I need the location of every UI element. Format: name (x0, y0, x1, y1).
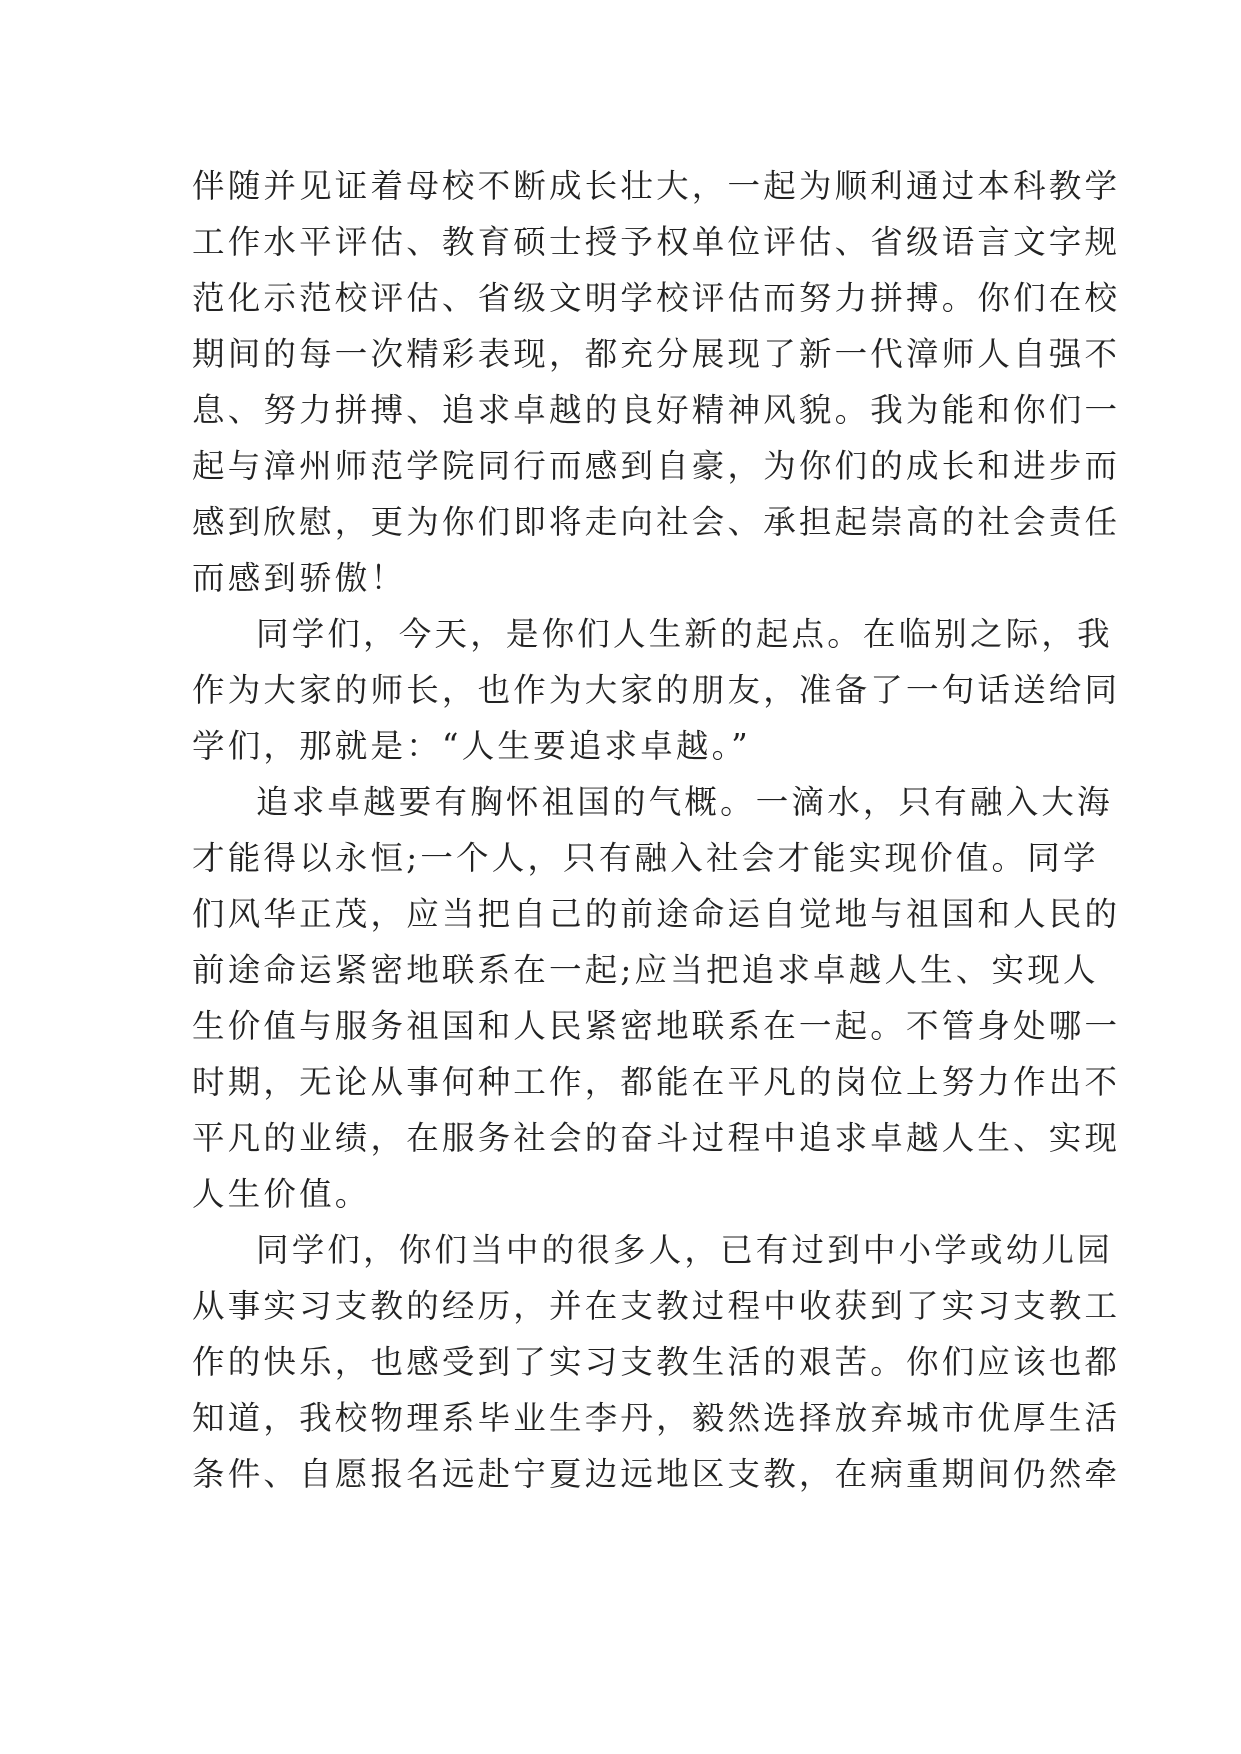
text-line: 作为大家的师长，也作为大家的朋友，准备了一句话送给同 (192, 671, 1121, 709)
text-line: 知道，我校物理系毕业生李丹，毅然选择放弃城市优厚生活 (192, 1399, 1121, 1437)
text-line: 息、努力拼搏、追求卓越的良好精神风貌。我为能和你们一 (192, 391, 1121, 429)
text-line: 时期，无论从事何种工作，都能在平凡的岗位上努力作出不 (192, 1063, 1121, 1101)
document-body (192, 158, 1121, 1502)
text-line: 学们，那就是：“人生要追求卓越。” (192, 727, 751, 765)
paragraph-first-line: 追求卓越要有胸怀祖国的气概。一滴水，只有融入大海 (256, 783, 1113, 821)
text-line: 期间的每一次精彩表现，都充分展现了新一代漳师人自强不 (192, 335, 1121, 373)
paragraph-first-line: 同学们，今天，是你们人生新的起点。在临别之际，我 (256, 615, 1113, 653)
text-line: 生价值与服务祖国和人民紧密地联系在一起。不管身处哪一 (192, 1007, 1121, 1045)
text-line: 起与漳州师范学院同行而感到自豪，为你们的成长和进步而 (192, 447, 1121, 485)
text-line: 而感到骄傲！ (192, 559, 407, 597)
text-line: 作的快乐，也感受到了实习支教生活的艰苦。你们应该也都 (192, 1343, 1121, 1381)
text-line: 才能得以永恒;一个人，只有融入社会才能实现价值。同学 (192, 839, 1099, 877)
text-line: 平凡的业绩，在服务社会的奋斗过程中追求卓越人生、实现 (192, 1119, 1121, 1157)
text-line: 伴随并见证着母校不断成长壮大，一起为顺利通过本科教学 (192, 167, 1121, 205)
text-line: 条件、自愿报名远赴宁夏边远地区支教，在病重期间仍然牵 (192, 1455, 1121, 1493)
text-line: 工作水平评估、教育硕士授予权单位评估、省级语言文字规 (192, 223, 1121, 261)
text-line: 前途命运紧密地联系在一起;应当把追求卓越人生、实现人 (192, 951, 1099, 989)
text-line: 感到欣慰，更为你们即将走向社会、承担起崇高的社会责任 (192, 503, 1121, 541)
text-line: 从事实习支教的经历，并在支教过程中收获到了实习支教工 (192, 1287, 1121, 1325)
paragraph-first-line: 同学们，你们当中的很多人，已有过到中小学或幼儿园 (256, 1231, 1113, 1269)
text-line: 范化示范校评估、省级文明学校评估而努力拼搏。你们在校 (192, 279, 1121, 317)
text-line: 人生价值。 (192, 1175, 371, 1213)
text-line: 们风华正茂，应当把自己的前途命运自觉地与祖国和人民的 (192, 895, 1121, 933)
